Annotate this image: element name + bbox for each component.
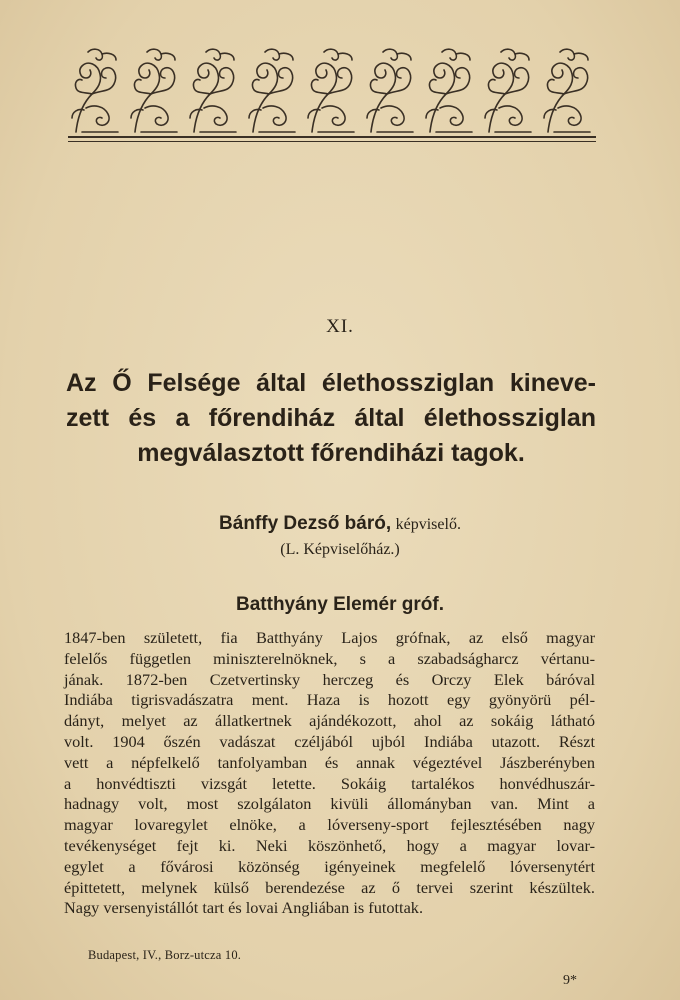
- entry-banffy-heading: [0, 513, 680, 535]
- biography-paragraph: [64, 628, 595, 919]
- text-line: vett a népfelkelő tanfolyamban és annak végeztével Jászberényben: [64, 752, 595, 772]
- text-line: hadnagy volt, most szolgálaton kivüli állományban van. Mint a: [64, 794, 595, 814]
- printer-imprint: Budapest, IV., Borz-utcza 10.: [88, 948, 242, 962]
- entry-cross-reference: (L. Képviselőház.): [280, 541, 400, 558]
- floral-ornament-header: [66, 48, 596, 138]
- section-title-line: Az Ő Felsége által élethossziglan kineve-: [66, 369, 596, 397]
- text-line: a honvédtiszti vizsgát letette. Sokáig tartalékos honvédhuszár-: [64, 773, 595, 793]
- text-line: magyar lovaregylet elnöke, a lóverseny-sport fejlesztésében nagy: [64, 815, 595, 835]
- signature-mark: 9*: [563, 973, 577, 988]
- text-line: dányt, melyet az állatkertnek ajándékozott, ahol az sokáig látható: [64, 711, 595, 731]
- text-line: felelős független miniszterelnöknek, s a szabadságharcz vértanu-: [64, 648, 595, 668]
- entry-batthyany-heading: Batthyány Elemér gróf.: [236, 594, 444, 615]
- ornament-rule-thick: [68, 136, 596, 138]
- text-line: Nagy versenyistállót tart és lovai Angliában is futottak.: [64, 898, 424, 918]
- text-line: Indiába tigrisvadászatra ment. Haza is hozott egy gyönyörü pél-: [64, 690, 595, 710]
- section-title-line: zett és a főrendiház által élethossziglan: [66, 404, 596, 432]
- text-line: egylet a fővárosi közönség igényeinek megfelelő lóversenytért: [64, 856, 595, 876]
- text-line: tevékenységet fejt ki. Neki köszönhető, hogy a magyar lovar-: [64, 835, 595, 855]
- text-line: volt. 1904 őszén vadászat czéljából ujból Indiába utazott. Részt: [64, 731, 595, 751]
- text-line: jának. 1872-ben Czetvertinsky herczeg és Orczy Elek báróval: [64, 669, 595, 689]
- chapter-number: XI.: [326, 316, 354, 337]
- section-title: [66, 366, 596, 471]
- section-title-line: megválasztott főrendiházi tagok.: [137, 439, 525, 467]
- text-line: épittetett, melynek külső berendezése az ő tervei szerint készültek.: [64, 877, 595, 897]
- entry-name: Bánffy Dezső báró,: [219, 513, 392, 534]
- entry-role: képviselő.: [395, 516, 461, 533]
- text-line: 1847-ben született, fia Batthyány Lajos grófnak, az első magyar: [64, 628, 595, 647]
- ornament-rule-thin: [68, 141, 596, 142]
